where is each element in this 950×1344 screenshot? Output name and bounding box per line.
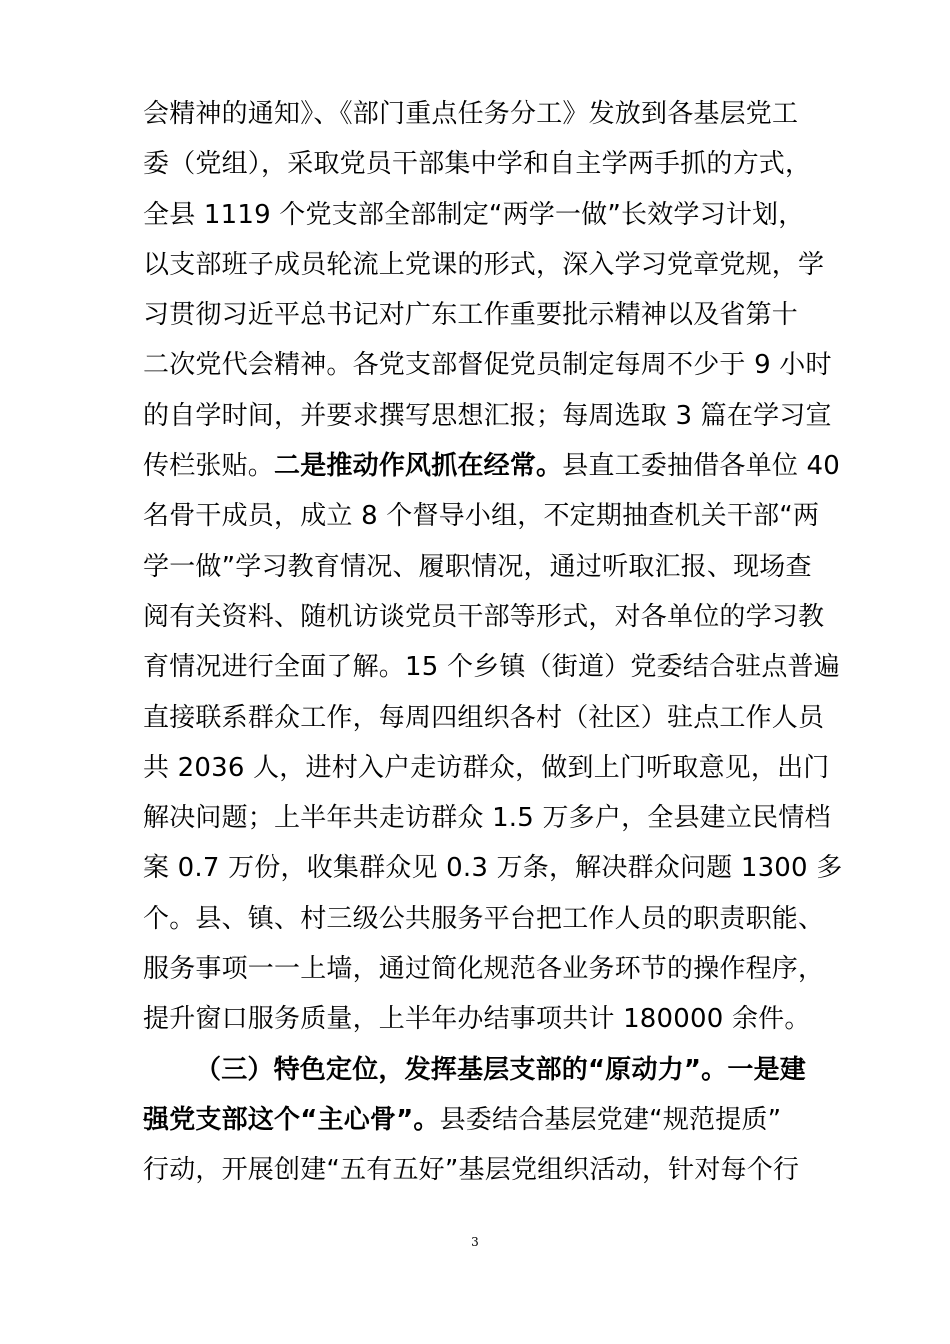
text-line: [143, 139, 823, 189]
text-run: 习贯彻习近平总书记对广东工作重要批示精神以及省第十: [143, 300, 799, 331]
bold-text-run: （三）特色定位，发挥基层支部的“原动力”。一是建: [195, 1054, 806, 1085]
text-run: 阅有关资料、随机访谈党员干部等形式，对各单位的学习教: [143, 601, 825, 632]
bold-text-run: 强党支部这个“主心骨”。: [143, 1104, 440, 1135]
text-line: [143, 994, 823, 1044]
text-line: [143, 240, 823, 290]
text-run: 育情况进行全面了解。15 个乡镇（街道）党委结合驻点普遍: [143, 652, 840, 683]
text-line: [143, 642, 840, 692]
text-run: 解决问题；上半年共走访群众 1.5 万多户，全县建立民情档: [143, 803, 831, 834]
text-run: 学一做”学习教育情况、履职情况，通过听取汇报、现场查: [143, 551, 812, 582]
text-line: [143, 743, 830, 793]
page-number: 3: [471, 1235, 479, 1249]
text-run: 二次党代会精神。各党支部督促党员制定每周不少于 9 小时: [143, 350, 832, 381]
text-run: 委（党组），采取党员干部集中学和自主学两手抓的方式，: [143, 149, 812, 180]
text-line: [143, 340, 832, 390]
text-line: [143, 843, 843, 893]
bold-text-run: 二是推动作风抓在经常。: [274, 451, 563, 482]
text-run: 直接联系群众工作，每周四组织各村（社区）驻点工作人员: [143, 702, 825, 733]
text-line: [143, 1045, 823, 1095]
document-body: [143, 89, 843, 1196]
text-line: [143, 89, 823, 139]
text-line: [143, 491, 823, 541]
text-run: 共 2036 人，进村入户走访群众，做到上门听取意见，出门: [143, 752, 830, 783]
text-line: [143, 793, 831, 843]
text-line: [143, 1145, 823, 1195]
text-run: 服务事项一一上墙，通过简化规范各业务环节的操作程序，: [143, 954, 825, 985]
text-run: 的自学时间，并要求撰写思想汇报；每周选取 3 篇在学习宣: [143, 400, 832, 431]
text-run: 传栏张贴。: [143, 451, 275, 482]
text-line: [143, 190, 823, 240]
text-line: [143, 542, 823, 592]
text-line: [143, 441, 840, 491]
text-run: 个。县、镇、村三级公共服务平台把工作人员的职责职能、: [143, 903, 825, 934]
text-run: 全县 1119 个党支部全部制定“两学一做”长效学习计划，: [143, 199, 805, 230]
text-run: 会精神的通知》、《部门重点任务分工》发放到各基层党工: [143, 99, 799, 129]
text-line: [143, 944, 823, 994]
text-line: [143, 1095, 823, 1145]
text-run: 名骨干成员，成立 8 个督导小组，不定期抽查机关干部“两: [143, 501, 820, 532]
text-line: [143, 592, 823, 642]
text-line: [143, 894, 823, 944]
text-run: 县委结合基层党建“规范提质”: [439, 1104, 782, 1135]
text-line: [143, 391, 832, 441]
text-run: 提升窗口服务质量，上半年办结事项共计 180000 余件。: [143, 1004, 811, 1035]
text-line: [143, 290, 823, 340]
text-run: 行动，开展创建“五有五好”基层党组织活动，针对每个行: [143, 1155, 800, 1186]
text-line: [143, 693, 823, 743]
text-run: 案 0.7 万份，收集群众见 0.3 万条，解决群众问题 1300 多: [143, 853, 843, 884]
text-run: 县直工委抽借各单位 40: [562, 451, 840, 482]
text-run: 以支部班子成员轮流上党课的形式，深入学习党章党规，学: [143, 249, 825, 280]
